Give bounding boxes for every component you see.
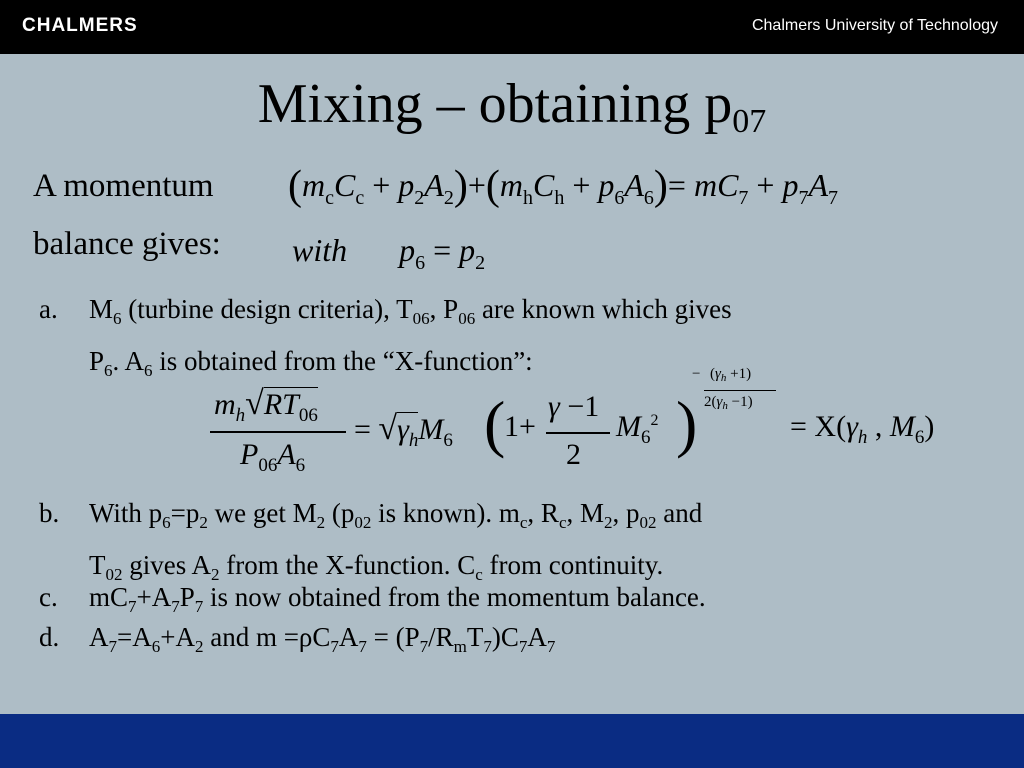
item-letter: b. <box>39 498 60 528</box>
item-c-line-1: $mC_7+A_7P_7$ is now obtained from the momentum balance. <box>89 582 706 616</box>
footer-bar <box>0 714 1024 768</box>
intro-line-2: balance gives: <box>33 226 221 262</box>
momentum-equation: $(m_cC_c + p_2A_2)+(m_hC_h + p_6A_6)= mC_7 + p_7A_7$ <box>288 163 839 209</box>
item-a-line-2: $P_6$. $A_6$ is obtained from the “X-function”: <box>89 346 533 380</box>
with-condition: with $p_6 = p_2$ <box>292 232 486 274</box>
item-letter: d. <box>39 622 60 652</box>
slide-title <box>0 72 1024 154</box>
with-word: with <box>292 232 348 268</box>
header-bar <box>0 0 1024 54</box>
item-letter: a. <box>39 294 58 324</box>
item-b-line-1: With $p_6=p_2$ we get $M_2$ ($p_{02}$ is known). $m_c$, $R_c$, $M_2$, $p_{02}$ and <box>89 498 703 532</box>
university-name: Chalmers University of Technology <box>751 17 998 34</box>
item-d-line-1: $A_7=A_6+A_2$ and $m =\rho C_7A_7 = (P_7/R_mT_7)C_7A_7$ <box>89 622 556 656</box>
title-subscript: 07 <box>732 103 767 140</box>
chalmers-logo: CHALMERS <box>22 15 138 36</box>
item-letter: c. <box>39 582 58 612</box>
intro-line-1: A momentum <box>33 168 214 204</box>
title-text: Mixing – obtaining p <box>257 73 733 135</box>
item-a-line-1: $M_6$ (turbine design criteria), $T_{06}$, $P_{06}$ are known which gives <box>89 294 732 328</box>
item-b-line-2: $T_{02}$ gives $A_2$ from the X-function. $C_c$ from continuity. <box>89 550 664 584</box>
